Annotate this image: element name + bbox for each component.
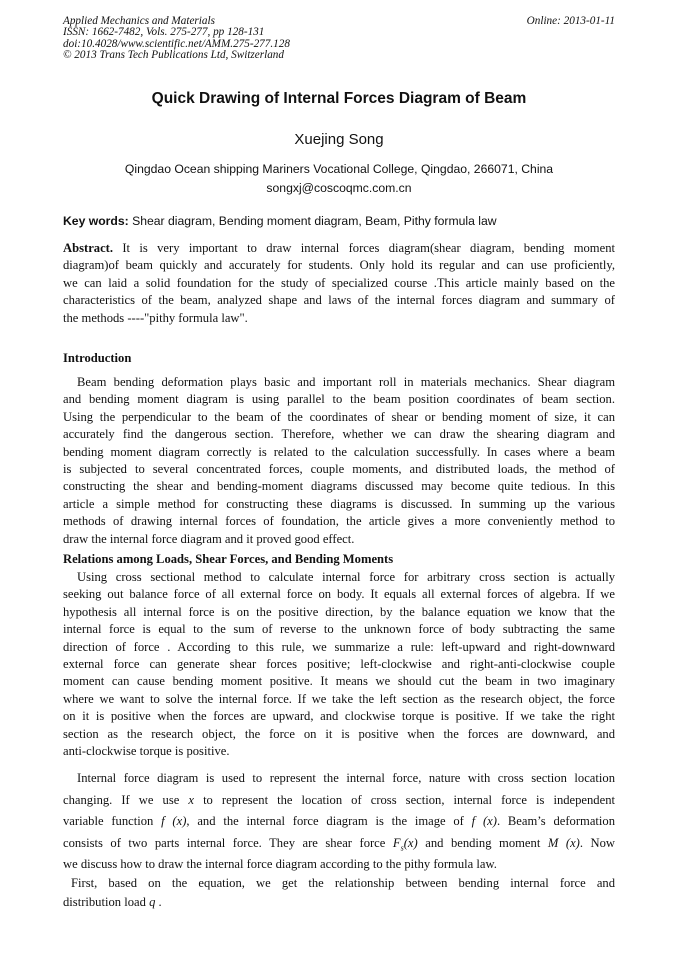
keywords-text: Shear diagram, Bending moment diagram, Beam, Pithy formula law [132,214,497,228]
relations-paragraph-1 [63,569,615,760]
relations-line: external force can generate shear forces positive; left-clockwise and right-anti-clockwise couple [63,656,615,671]
relations-paragraph-2 [63,768,615,876]
intro-line: bending moment diagram correctly is related to the calculation successfully. In cases where a beam [63,444,615,459]
doi-line: doi:10.4028/www.scientific.net/AMM.275-277.128 [63,37,290,50]
abstract [63,240,615,327]
relations-line: where we want to solve the internal force. If we take the left section as the research object, the force [63,691,615,706]
relations-line: on it is positive when the forces are upward, and clockwise torque is positive. If we take the right [63,709,615,724]
text-fragment: changing. If we use [63,792,180,807]
text-fragment: distribution load [63,895,146,909]
intro-line: article a simple method for constructing these diagrams is discussed. In summing up the various [63,496,615,511]
relations-line: internal force is equal to the sum of reverse to the unknown force of body subtracting the same [63,622,615,637]
text-fragment: variable function [63,814,154,828]
text-fragment: . [158,895,162,909]
math-x: x [188,792,194,807]
introduction-paragraph [63,374,615,548]
copyright-line: © 2013 Trans Tech Publications Ltd, Switzerland [63,49,284,62]
abstract-label: Abstract. [63,241,114,255]
relations-line: moment can cause bending moment positive. It means we should cut the beam in two imaginary [63,674,615,689]
journal-header [63,16,615,62]
text-fragment: and bending moment [425,835,541,850]
author-name: Xuejing Song [294,131,384,148]
math-q: q [149,895,156,909]
relations-line: direction of force . According to this rule, we summarize a rule: left-upward and right-downward [63,639,615,654]
relations-line: seeking out balance force of all external force on body. It equals all external forces of algebra. If we [63,587,615,602]
text-fragment: . Beam’s deformation [496,814,616,828]
relations-line: anti-clockwise torque is positive. [63,743,230,758]
intro-line: constructing the shear and bending-moment diagrams discussed may become quite tedious. In this [63,479,615,494]
affiliation-block [63,160,615,197]
intro-line: draw the internal force diagram and it proved good effect. [63,531,355,546]
issn-line: ISSN: 1662-7482, Vols. 275-277, pp 128-131 [63,26,265,39]
relations-paragraph-3 [63,874,615,912]
online-date: Online: 2013-01-11 [526,15,615,27]
relations-line [63,893,615,912]
intro-line: is subjected to several concentrated forces, couple moments, and distributed loads, the method of [63,461,615,476]
abstract-line: characteristics of the beam, analyzed shape and laws of the internal forces diagram and summary of [63,293,615,308]
text-fragment: , and the internal force diagram is the image of [186,814,464,828]
abstract-line-text: It is very important to draw internal forces diagram(shear diagram, bending moment [122,241,615,255]
relations-line: we discuss how to draw the internal force diagram according to the pithy formula law. [63,857,497,871]
abstract-line: we can laid a solid foundation for the study of specialized course .This article mainly based on the [63,275,615,290]
math-fx: f (x) [471,814,497,828]
affiliation: Qingdao Ocean shipping Mariners Vocational College, Qingdao, 266071, China [124,162,554,176]
intro-line: Beam bending deformation plays basic and important roll in materials mechanics. Shear diagram [77,375,615,389]
math-mx: M (x) [547,835,580,850]
text-fragment: to represent the location of cross section, internal force is independent [203,792,615,807]
keywords-label: Key words: [63,214,129,228]
relations-line: Internal force diagram is used to represent the internal force, nature with cross section location [77,771,615,785]
intro-line: and bending moment diagram is using parallel to the beam position coordinates of beam section. [63,392,615,407]
relations-line [63,790,615,812]
author-email: songxj@coscoqmc.com.cn [266,180,412,195]
math-f: F [392,835,401,850]
math-fx: f (x) [161,814,187,828]
text-fragment: . Now [579,835,616,850]
relations-line: hypothesis all internal force is on the positive direction, by the balance equation we know that the [63,604,615,619]
abstract-line [63,240,615,257]
text-fragment: consists of two parts internal force. They are shear force [63,835,386,850]
intro-line: methods of drawing internal forces of foundation, the article gives a more conveniently method to [63,514,615,529]
math-fs [392,835,418,853]
math-arg: (x) [403,835,418,850]
relations-line: First, based on the equation, we get the relationship between bending internal force and [71,876,615,890]
abstract-line: diagram)of beam quickly and accurately for students. Only hold its regular and can use proficiently, [63,258,615,273]
intro-line: accurately find the dangerous section. Therefore, whether we can draw the shearing diagram and [63,427,615,442]
paper-title: Quick Drawing of Internal Forces Diagram of Beam [151,90,527,107]
relations-line: section as the research object, the force on it is positive when the forces are downward, and [63,726,615,741]
relations-line [63,833,615,855]
intro-line: Using the perpendicular to the beam of the coordinates of shear or bending moment of size, it can [63,409,615,424]
section-heading-relations: Relations among Loads, Shear Forces, and Bending Moments [63,552,394,566]
relations-line: Using cross sectional method to calculate internal force for arbitrary cross section is actually [77,570,615,584]
relations-line [63,811,615,833]
keywords [63,214,615,228]
section-heading-introduction: Introduction [63,351,132,365]
abstract-line: the methods ----"pithy formula law". [63,310,248,325]
math-subscript: s [400,843,404,853]
journal-name: Applied Mechanics and Materials [63,15,215,27]
